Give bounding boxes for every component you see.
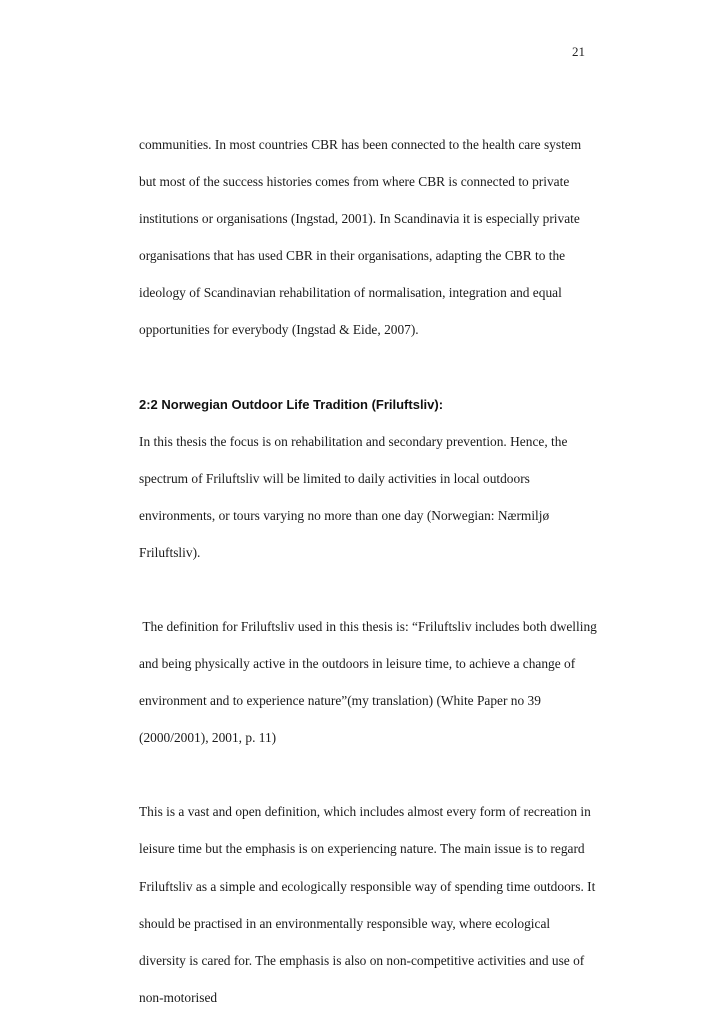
section-heading: 2:2 Norwegian Outdoor Life Tradition (Friluftsliv):: [139, 396, 444, 412]
paragraph-vast-definition: This is a vast and open definition, which includes almost every form of recreation in leisure time but the emphasis is on experiencing nature. The main issue is to regard Friluftsliv as a simple and ecologically responsible way of spending time outdoors. It should be practised in an environmentally responsible way, where ecological diversity is cared for. The emphasis is also on non-competitive activities and use of non-motorised: [139, 804, 596, 1005]
page-number: 21: [572, 44, 585, 59]
paragraph-cbr-context: communities. In most countries CBR has been connected to the health care system but most of the success histories comes from where CBR is connected to private institutions or organisations (Ingstad, 2001). In Scandinavia it is especially private organisations that has used CBR in their organisations, adapting the CBR to the ideology of Scandinavian rehabilitation of normalisation, integration and equal opportunities for everybody (Ingstad & Eide, 2007).: [139, 137, 582, 338]
body-text: [139, 126, 599, 1016]
paragraph-definition: The definition for Friluftsliv used in this thesis is: “Friluftsliv includes both dwelling and being physically active in the outdoors in leisure time, to achieve a change of environment and to experience nature”(my translation) (White Paper no 39 (2000/2001), 2001, p. 11): [139, 618, 601, 746]
paragraph-thesis-focus: In this thesis the focus is on rehabilitation and secondary prevention. Hence, the spectrum of Friluftsliv will be limited to daily activities in local outdoors environments, or tours varying no more than one day (Norwegian: Nærmiljø Friluftsliv).: [139, 433, 568, 560]
